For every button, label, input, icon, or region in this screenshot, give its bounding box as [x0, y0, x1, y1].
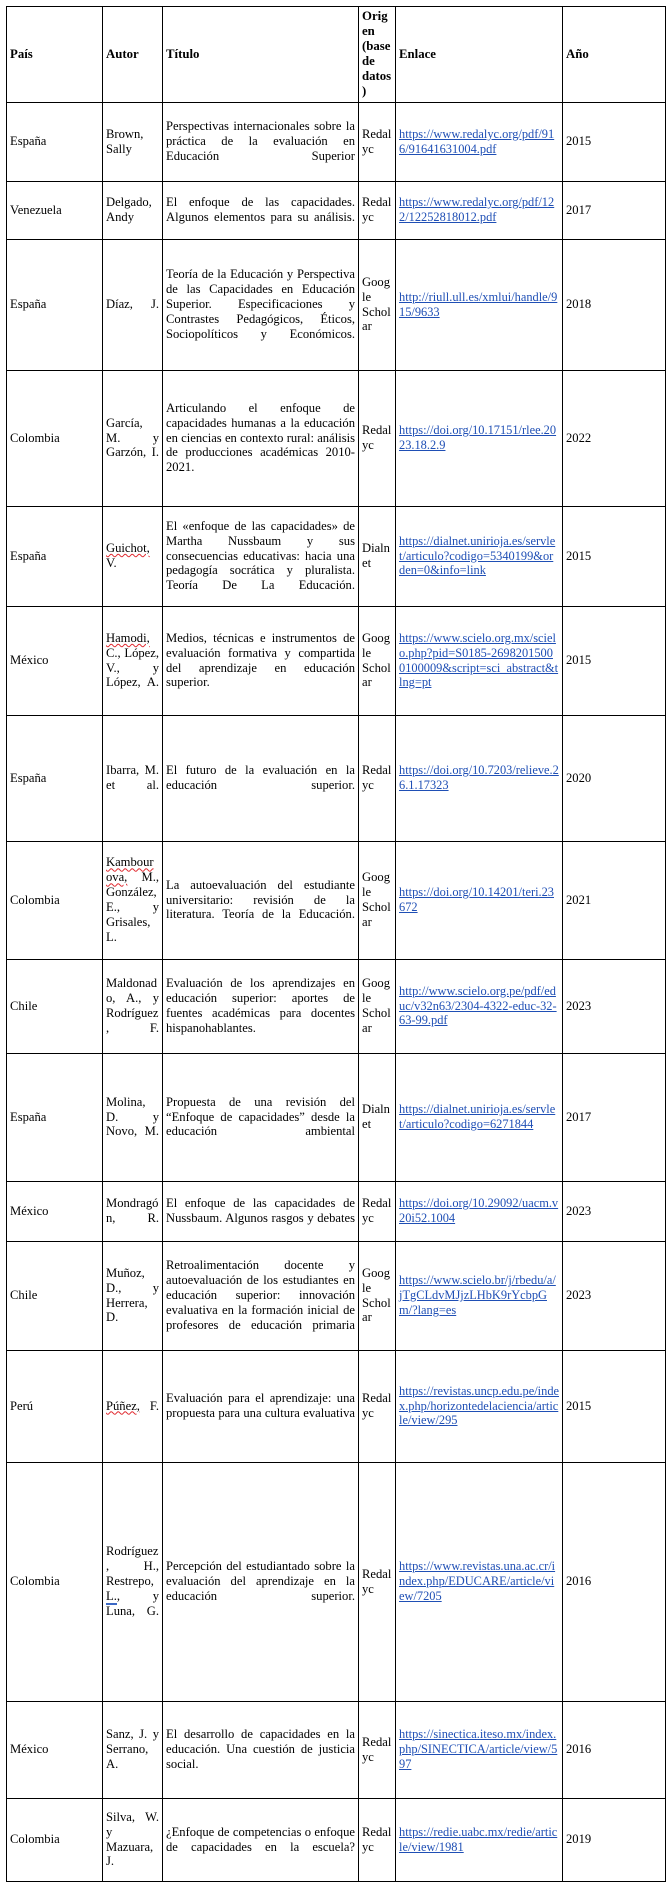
column-header-pais: País — [7, 7, 103, 103]
cell-autor: Molina, D. y Novo, M. — [103, 1053, 163, 1181]
cell-titulo: Percepción del estudiantado sobre la evaluación del aprendizaje en la educación superior. — [163, 1462, 359, 1701]
enlace-link[interactable]: http://www.scielo.org.pe/pdf/educ/v32n63/2304-4322-educ-32-63-99.pdf — [399, 983, 557, 1028]
cell-autor: Mondragón, R. — [103, 1181, 163, 1241]
cell-anio: 2016 — [563, 1701, 666, 1798]
table-row — [7, 1350, 666, 1462]
spellcheck-marked-text: Púñez, — [106, 1398, 140, 1413]
enlace-link[interactable]: https://sinectica.iteso.mx/index.php/SINECTICA/article/view/597 — [399, 1727, 558, 1771]
cell-anio: 2017 — [563, 1053, 666, 1181]
cell-pais: Chile — [7, 959, 103, 1053]
column-header-autor: Autor — [103, 7, 163, 103]
cell-titulo: El futuro de la evaluación en la educación superior. — [163, 715, 359, 841]
enlace-link[interactable]: https://dialnet.unirioja.es/servlet/articulo?codigo=5340199&orden=0&info=link — [399, 533, 556, 578]
enlace-link[interactable]: https://www.scielo.org.mx/scielo.php?pid=S0185-26982015000100009&script=sci_abstract&tlng=pt — [399, 630, 559, 690]
cell-origen: Google Scholar — [359, 1241, 396, 1350]
enlace-link[interactable]: https://doi.org/10.7203/relieve.26.1.17323 — [399, 763, 559, 793]
cell-enlace — [396, 181, 563, 239]
cell-anio: 2015 — [563, 102, 666, 181]
cell-pais: España — [7, 715, 103, 841]
cell-origen: Google Scholar — [359, 239, 396, 370]
enlace-link[interactable]: https://www.scielo.br/j/rbedu/a/jTgCLdvMJjzLHbK9rYcbpGm/?lang=es — [399, 1273, 556, 1317]
enlace-link[interactable]: https://doi.org/10.29092/uacm.v20i52.1004 — [399, 1196, 559, 1226]
cell-anio: 2020 — [563, 715, 666, 841]
cell-titulo: Teoría de la Educación y Perspectiva de las Capacidades en Educación Superior. Especificaciones y Contrastes Pedagógicos, Éticos, Sociopolíticos y Económicos. — [163, 239, 359, 370]
cell-titulo: Propuesta de una revisión del “Enfoque de capacidades” desde la educación ambiental — [163, 1053, 359, 1181]
cell-pais: Colombia — [7, 841, 103, 959]
cell-origen: Redalyc — [359, 181, 396, 239]
cell-anio: 2015 — [563, 1350, 666, 1462]
enlace-link[interactable]: https://doi.org/10.14201/teri.23672 — [399, 885, 554, 915]
cell-pais: Perú — [7, 1350, 103, 1462]
cell-anio: 2023 — [563, 1241, 666, 1350]
cell-anio: 2015 — [563, 606, 666, 715]
table-header-row — [7, 7, 666, 103]
cell-pais: Colombia — [7, 1462, 103, 1701]
table-row — [7, 1241, 666, 1350]
cell-enlace — [396, 239, 563, 370]
table-row — [7, 715, 666, 841]
cell-anio: 2023 — [563, 959, 666, 1053]
cell-pais: España — [7, 239, 103, 370]
cell-autor: Guichot, V. — [103, 506, 163, 606]
table-row — [7, 370, 666, 506]
cell-titulo: La autoevaluación del estudiante universitario: revisión de la literatura. Teoría de la Educación. — [163, 841, 359, 959]
spellcheck-marked-text: Guichot, — [106, 541, 150, 556]
cell-enlace — [396, 102, 563, 181]
cell-origen: Redalyc — [359, 1181, 396, 1241]
cell-enlace — [396, 1241, 563, 1350]
cell-enlace — [396, 715, 563, 841]
cell-autor: Díaz, J. — [103, 239, 163, 370]
reference-table — [6, 6, 666, 1882]
table-row — [7, 1462, 666, 1701]
cell-pais: España — [7, 506, 103, 606]
cell-anio: 2015 — [563, 506, 666, 606]
table-row — [7, 1053, 666, 1181]
cell-pais: España — [7, 102, 103, 181]
enlace-link[interactable]: https://www.redalyc.org/pdf/122/12252818012.pdf — [399, 195, 555, 225]
cell-titulo: Medios, técnicas e instrumentos de evaluación formativa y compartida del aprendizaje en educación superior. — [163, 606, 359, 715]
cell-titulo: Perspectivas internacionales sobre la práctica de la evaluación en Educación Superior — [163, 102, 359, 181]
table-row — [7, 102, 666, 181]
cell-autor: Silva, W. y Mazuara, J. — [103, 1798, 163, 1881]
cell-autor: Maldonado, A., y Rodríguez, F. — [103, 959, 163, 1053]
cell-origen: Redalyc — [359, 1350, 396, 1462]
cell-enlace — [396, 959, 563, 1053]
table-row — [7, 181, 666, 239]
cell-autor: Ibarra, M. et al. — [103, 715, 163, 841]
column-header-anio: Año — [563, 7, 666, 103]
cell-origen: Redalyc — [359, 1462, 396, 1701]
cell-anio: 2021 — [563, 841, 666, 959]
enlace-link[interactable]: https://redie.uabc.mx/redie/article/view/1981 — [399, 1824, 558, 1854]
cell-enlace — [396, 606, 563, 715]
cell-origen: Redalyc — [359, 715, 396, 841]
enlace-link[interactable]: https://www.redalyc.org/pdf/916/91641631004.pdf — [399, 126, 555, 156]
column-header-origen: Origen (base de datos) — [359, 7, 396, 103]
enlace-link[interactable]: https://doi.org/10.17151/rlee.2023.18.2.9 — [399, 423, 557, 453]
cell-pais: Colombia — [7, 370, 103, 506]
cell-pais: México — [7, 1701, 103, 1798]
cell-titulo: El enfoque de las capacidades. Algunos elementos para su análisis. — [163, 181, 359, 239]
cell-origen: Dialnet — [359, 1053, 396, 1181]
table-row — [7, 841, 666, 959]
cell-enlace — [396, 1798, 563, 1881]
cell-origen: Google Scholar — [359, 841, 396, 959]
enlace-link[interactable]: http://riull.ull.es/xmlui/handle/915/9633 — [399, 289, 558, 319]
cell-anio: 2018 — [563, 239, 666, 370]
cell-titulo: Evaluación de los aprendizajes en educación superior: aportes de fuentes académicas para docentes hispanohablantes. — [163, 959, 359, 1053]
cell-autor: Rodríguez, H., Restrepo, L., y Luna, G. — [103, 1462, 163, 1701]
grammarcheck-marked-text: L. — [106, 1588, 117, 1603]
cell-autor: Brown, Sally — [103, 102, 163, 181]
cell-anio: 2019 — [563, 1798, 666, 1881]
cell-origen: Google Scholar — [359, 959, 396, 1053]
cell-enlace — [396, 370, 563, 506]
cell-titulo: El «enfoque de las capacidades» de Martha Nussbaum y sus consecuencias educativas: hacia una pedagogía socrática y pluralista. Teoría De La Educación. — [163, 506, 359, 606]
table-row — [7, 1181, 666, 1241]
cell-pais: México — [7, 1181, 103, 1241]
column-header-enlace: Enlace — [396, 7, 563, 103]
table-row — [7, 506, 666, 606]
cell-pais: España — [7, 1053, 103, 1181]
cell-pais: Colombia — [7, 1798, 103, 1881]
cell-origen: Dialnet — [359, 506, 396, 606]
cell-autor: Muñoz, D., y Herrera, D. — [103, 1241, 163, 1350]
cell-pais: México — [7, 606, 103, 715]
enlace-link[interactable]: https://dialnet.unirioja.es/servlet/articulo?codigo=6271844 — [399, 1102, 556, 1132]
table-body — [7, 102, 666, 1881]
cell-titulo: Retroalimentación docente y autoevaluación de los estudiantes en educación superior: innovación evaluativa en la formación inicial de profesores de educación primaria — [163, 1241, 359, 1350]
cell-enlace — [396, 1053, 563, 1181]
cell-origen: Redalyc — [359, 370, 396, 506]
cell-titulo: ¿Enfoque de competencias o enfoque de capacidades en la escuela? — [163, 1798, 359, 1881]
cell-titulo: Articulando el enfoque de capacidades humanas a la educación en ciencias en contexto rural: análisis de producciones académicas 2010-2021. — [163, 370, 359, 506]
cell-autor: García, M. y Garzón, I. — [103, 370, 163, 506]
enlace-link[interactable]: https://revistas.uncp.edu.pe/index.php/horizontedelaciencia/article/view/295 — [399, 1383, 560, 1428]
cell-autor: Kambourova, M., González, E., y Grisales, L. — [103, 841, 163, 959]
enlace-link[interactable]: https://www.revistas.una.ac.cr/index.php/EDUCARE/article/view/7205 — [399, 1559, 556, 1603]
cell-anio: 2016 — [563, 1462, 666, 1701]
cell-anio: 2017 — [563, 181, 666, 239]
cell-enlace — [396, 1181, 563, 1241]
table-row — [7, 1701, 666, 1798]
cell-enlace — [396, 1350, 563, 1462]
table-header — [7, 7, 666, 103]
cell-titulo: Evaluación para el aprendizaje: una propuesta para una cultura evaluativa — [163, 1350, 359, 1462]
cell-enlace — [396, 506, 563, 606]
spellcheck-marked-text: Hamodi, — [106, 630, 150, 645]
cell-enlace — [396, 1701, 563, 1798]
cell-enlace — [396, 841, 563, 959]
cell-autor: Delgado, Andy — [103, 181, 163, 239]
table-row — [7, 1798, 666, 1881]
cell-pais: Chile — [7, 1241, 103, 1350]
cell-origen: Redalyc — [359, 1701, 396, 1798]
cell-anio: 2023 — [563, 1181, 666, 1241]
cell-autor: Sanz, J. y Serrano, A. — [103, 1701, 163, 1798]
column-header-titulo: Título — [163, 7, 359, 103]
table-row — [7, 959, 666, 1053]
cell-anio: 2022 — [563, 370, 666, 506]
cell-autor: Hamodi, C., López, V., y López, A. — [103, 606, 163, 715]
spellcheck-marked-text: Kambourova, — [106, 855, 154, 885]
cell-origen: Redalyc — [359, 1798, 396, 1881]
cell-origen: Google Scholar — [359, 606, 396, 715]
cell-titulo: El enfoque de las capacidades de Nussbaum. Algunos rasgos y debates — [163, 1181, 359, 1241]
table-row — [7, 606, 666, 715]
cell-autor: Púñez, F. — [103, 1350, 163, 1462]
table-row — [7, 239, 666, 370]
cell-enlace — [396, 1462, 563, 1701]
cell-titulo: El desarrollo de capacidades en la educación. Una cuestión de justicia social. — [163, 1701, 359, 1798]
cell-origen: Redalyc — [359, 102, 396, 181]
cell-pais: Venezuela — [7, 181, 103, 239]
